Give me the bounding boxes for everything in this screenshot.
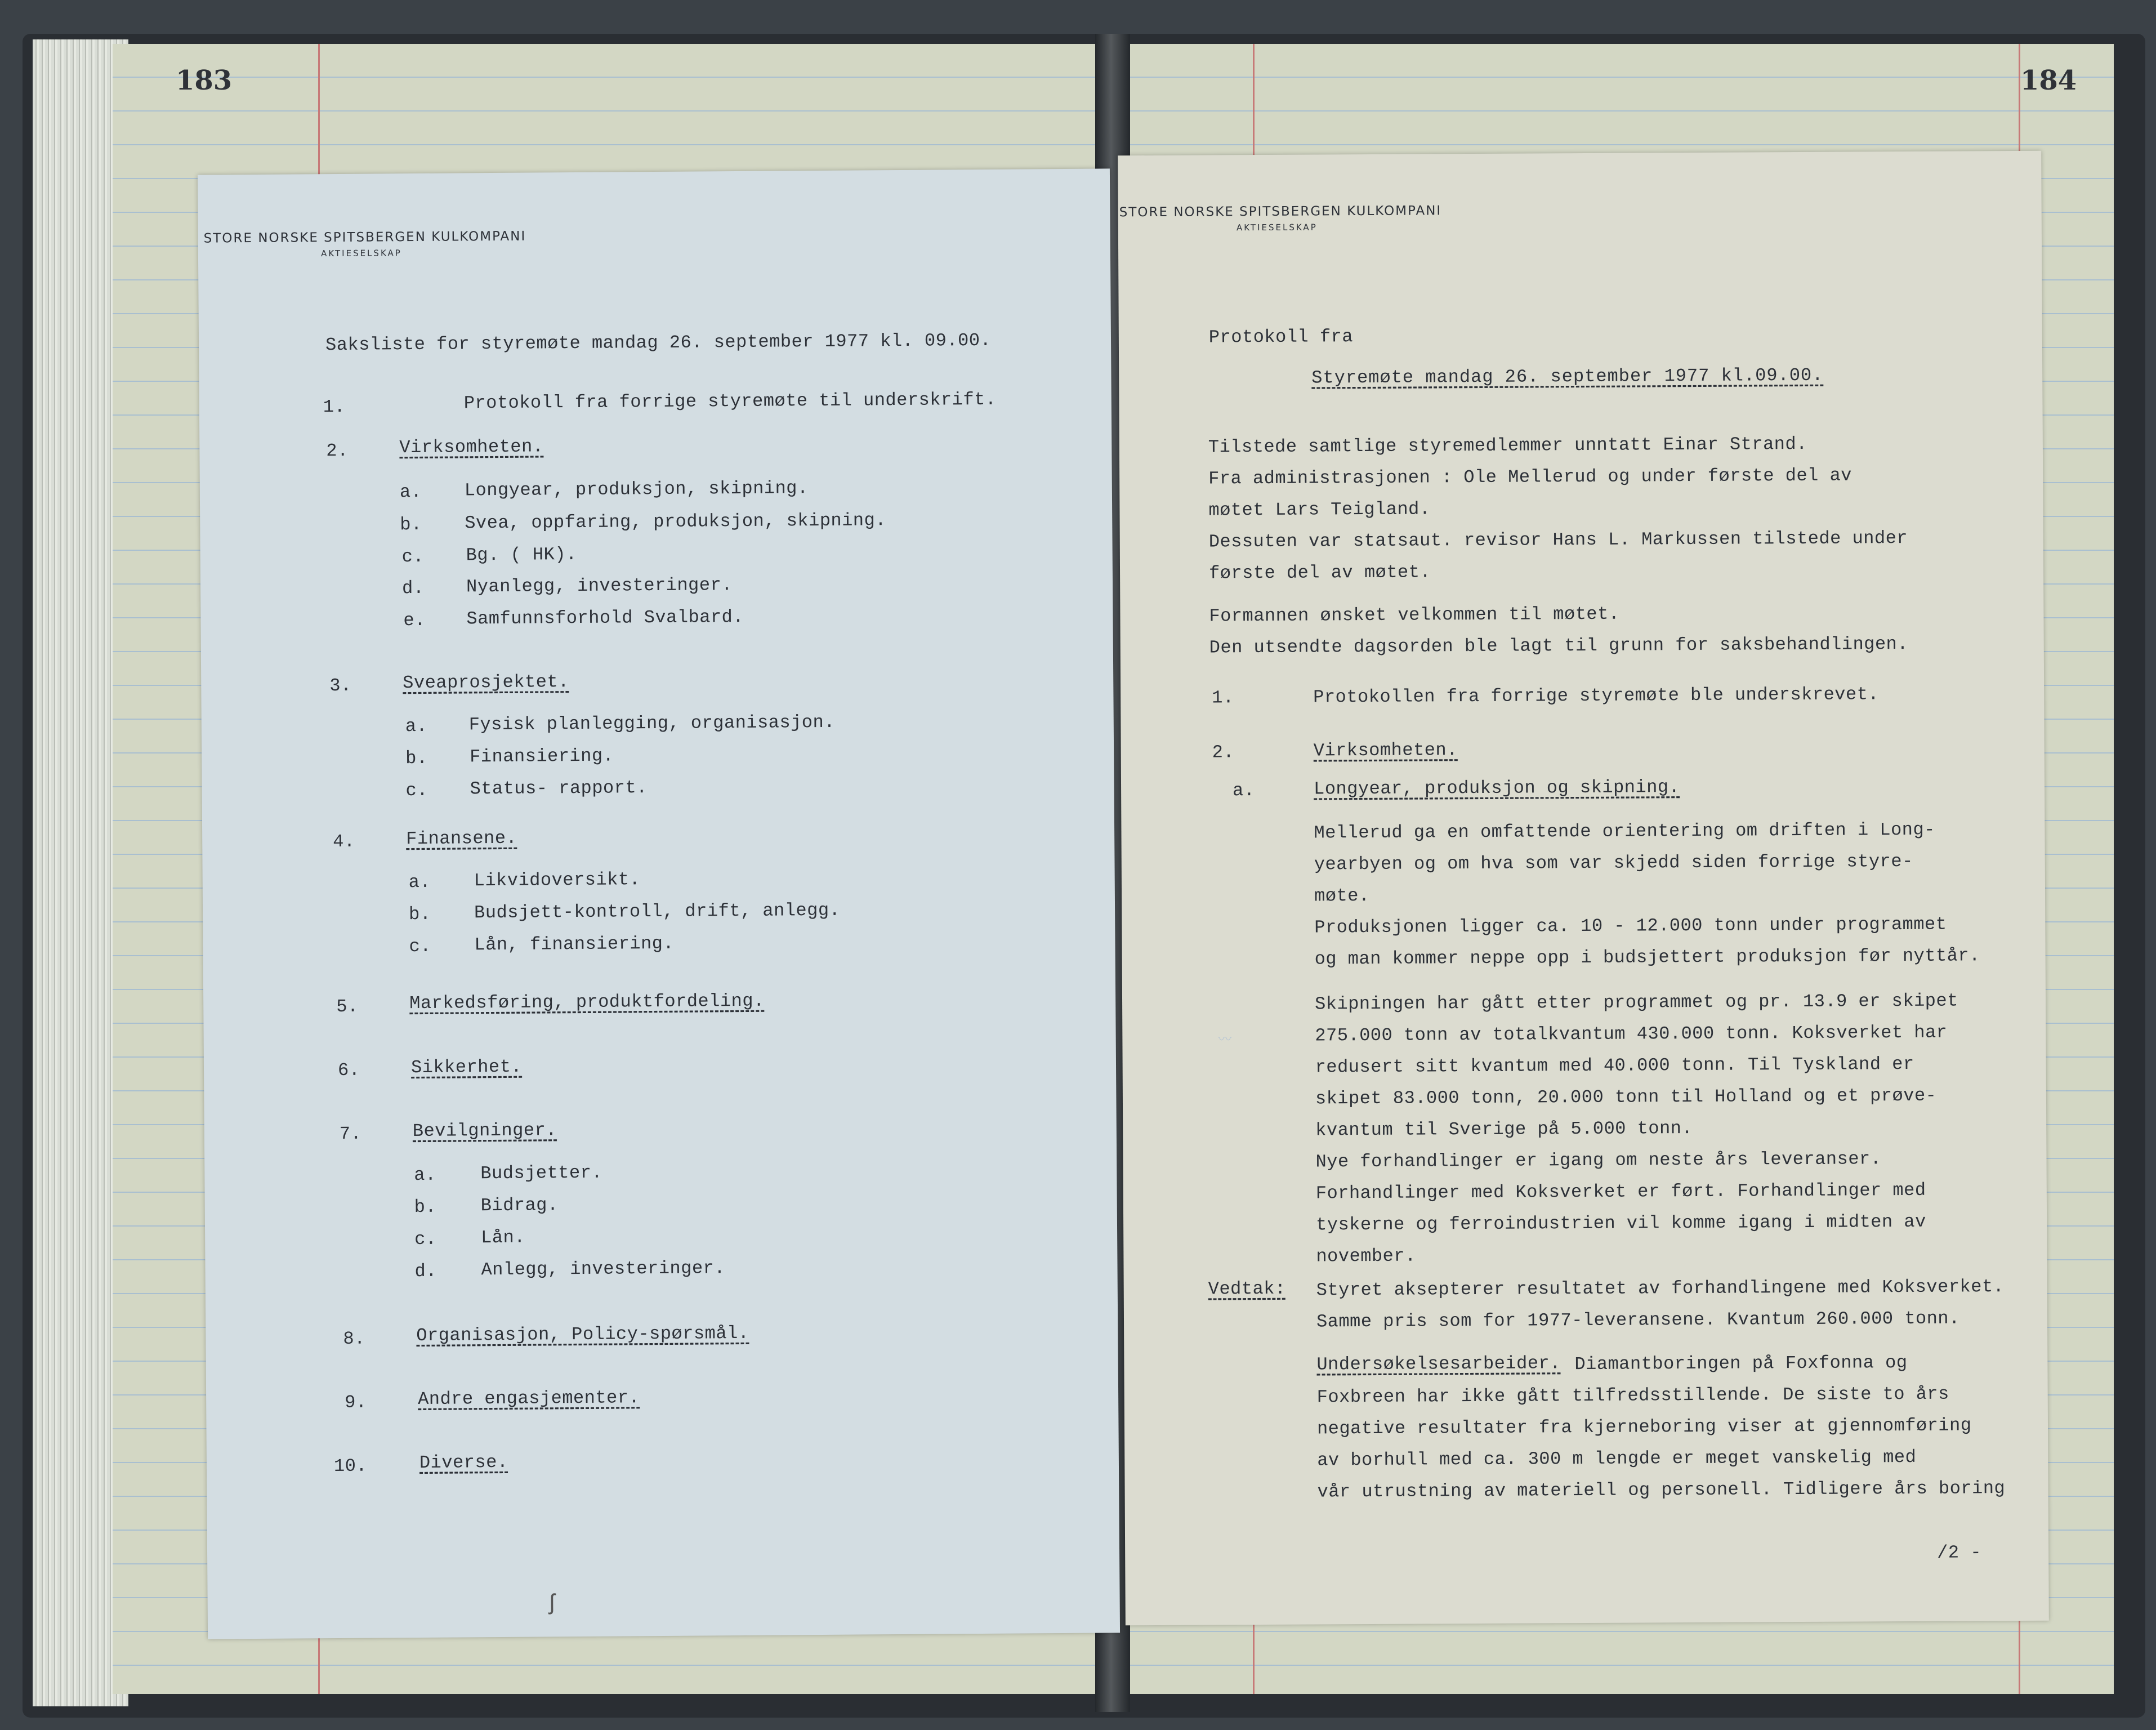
- minutes-item-title: Virksomheten.: [1313, 739, 1458, 761]
- agenda-sub-text: Nyanlegg, investeringer.: [466, 574, 733, 598]
- welcome-line: Den utsendte dagsorden ble lagt til grunn for saksbehandlingen.: [1209, 633, 1909, 658]
- body-line: skipet 83.000 tonn, 20.000 tonn til Holland og et prøve-: [1315, 1085, 1937, 1109]
- agenda-sub-text: Budsjett-kontroll, drift, anlegg.: [474, 899, 841, 924]
- continuation-mark: /2 -: [1937, 1542, 1982, 1563]
- undersok-line: Foxbreen har ikke gått tilfredsstillende. De siste to års: [1316, 1383, 1949, 1408]
- intro-line: Fra administrasjonen : Ole Mellerud og under første del av: [1208, 465, 1853, 489]
- intro-line: første del av møtet.: [1208, 561, 1431, 584]
- body-line: Produksjonen ligger ca. 10 - 12.000 tonn under programmet: [1314, 913, 1947, 938]
- agenda-item-number: 1.: [323, 396, 346, 418]
- agenda-item-number: 4.: [333, 831, 355, 853]
- agenda-item-title: Organisasjon, Policy-spørsmål.: [416, 1322, 749, 1346]
- agenda-item-number: 5.: [336, 996, 359, 1018]
- faint-margin-mark: 〰: [1218, 1033, 1232, 1049]
- intro-line: møtet Lars Teigland.: [1208, 498, 1431, 521]
- agenda-sub-letter: a.: [408, 871, 431, 893]
- agenda-sub-text: Anlegg, investeringer.: [481, 1258, 726, 1281]
- vedtak-label: Vedtak:: [1208, 1278, 1286, 1300]
- body-line: Skipningen har gått etter programmet og pr. 13.9 er skipet: [1314, 990, 1958, 1015]
- undersok-first: Diamantboringen på Foxfonna og: [1574, 1352, 1908, 1375]
- agenda-item-number: 7.: [339, 1123, 362, 1144]
- page-number-left: 183: [176, 65, 233, 96]
- vedtak-line: Samme pris som for 1977-leveransene. Kvantum 260.000 tonn.: [1316, 1308, 1960, 1332]
- body-line: 275.000 tonn av totalkvantum 430.000 tonn. Koksverket har: [1315, 1022, 1948, 1046]
- body-line: Mellerud ga en omfattende orientering om driften i Long-: [1314, 819, 1935, 844]
- agenda-sub-letter: b.: [408, 903, 431, 925]
- minutes-item-text: Protokollen fra forrige styremøte ble underskrevet.: [1313, 684, 1880, 708]
- undersok-label: Undersøkelsesarbeider.: [1316, 1353, 1561, 1375]
- vedtak-line: Styret aksepterer resultatet av forhandlingene med Koksverket.: [1316, 1276, 2005, 1301]
- agenda-sub-text: Status- rapport.: [470, 777, 648, 800]
- agenda-sub-text: Lån.: [481, 1227, 526, 1249]
- letterhead-company: STORE NORSKE SPITSBERGEN KULKOMPANI: [1119, 203, 1442, 220]
- agenda-sub-text: Finansiering.: [470, 745, 614, 768]
- agenda-sub-text: Bidrag.: [480, 1194, 559, 1216]
- intro-line: Dessuten var statsaut. revisor Hans L. Markussen tilstede under: [1208, 527, 1908, 552]
- letterhead-company: STORE NORSKE SPITSBERGEN KULKOMPANI: [203, 229, 526, 246]
- letterhead-subtitle: AKTIESELSKAP: [320, 248, 402, 259]
- agenda-sub-letter: b.: [400, 514, 422, 536]
- agenda-sub-text: Budsjetter.: [480, 1162, 603, 1184]
- body-line: redusert sitt kvantum med 40.000 tonn. Til Tyskland er: [1315, 1053, 1914, 1078]
- agenda-title: Saksliste for styremøte mandag 26. september 1977 kl. 09.00.: [325, 329, 992, 356]
- undersok-line: av borhull med ca. 300 m lengde er meget vanskelig med: [1317, 1446, 1917, 1471]
- agenda-item-number: 2.: [326, 440, 349, 462]
- agenda-item-title: Sveaprosjektet.: [403, 671, 569, 694]
- agenda-sub-letter: b.: [405, 747, 428, 769]
- minutes-sub-letter: a.: [1232, 780, 1255, 801]
- agenda-item-number: 8.: [343, 1328, 365, 1349]
- agenda-item-title: Andre engasjementer.: [418, 1387, 640, 1410]
- agenda-item-number: 9.: [345, 1392, 367, 1413]
- agenda-item-title: Markedsføring, produktfordeling.: [409, 990, 765, 1014]
- agenda-sub-letter: c.: [405, 779, 428, 801]
- agenda-sub-text: Longyear, produksjon, skipning.: [464, 478, 809, 501]
- body-line: november.: [1316, 1245, 1416, 1267]
- agenda-sub-text: Fysisk planlegging, organisasjon.: [468, 711, 836, 735]
- agenda-sub-text: Samfunnsforhold Svalbard.: [466, 606, 744, 630]
- agenda-sub-letter: d.: [414, 1260, 438, 1282]
- body-line: yearbyen og om hva som var skjedd siden forrige styre-: [1314, 850, 1913, 875]
- agenda-sub-letter: d.: [401, 577, 425, 599]
- agenda-sub-letter: e.: [403, 609, 426, 631]
- agenda-item-number: 3.: [329, 675, 352, 697]
- minutes-subheading: Styremøte mandag 26. september 1977 kl.09.00.: [1311, 364, 1824, 389]
- agenda-item-title: Finansene.: [406, 827, 517, 850]
- agenda-sub-text: Svea, oppfaring, produksjon, skipning.: [465, 510, 887, 534]
- minutes-sheet: [1118, 151, 2049, 1626]
- letterhead-subtitle: AKTIESELSKAP: [1236, 222, 1318, 233]
- agenda-sub-text: Bg. ( HK).: [466, 543, 577, 566]
- minutes-item-number: 1.: [1212, 687, 1234, 708]
- minutes-heading: Protokoll fra: [1208, 326, 1354, 348]
- intro-line: Tilstede samtlige styremedlemmer unntatt Einar Strand.: [1208, 433, 1807, 458]
- agenda-sub-letter: c.: [401, 546, 425, 568]
- body-line: Nye forhandlinger er igang om neste års leveranser.: [1315, 1148, 1882, 1172]
- agenda-item-title: Diverse.: [419, 1451, 508, 1473]
- page-number-right: 184: [2020, 65, 2077, 96]
- agenda-sub-letter: a.: [414, 1164, 436, 1186]
- body-line: møte.: [1314, 885, 1370, 907]
- agenda-item-title: Virksomheten.: [399, 436, 544, 458]
- agenda-sub-text: Lån, finansiering.: [474, 933, 675, 956]
- minutes-sub-title: Longyear, produksjon og skipning.: [1313, 777, 1680, 800]
- agenda-sub-letter: c.: [414, 1228, 437, 1250]
- body-line: Forhandlinger med Koksverket er ført. Forhandlinger med: [1315, 1179, 1926, 1204]
- agenda-sub-letter: a.: [399, 481, 422, 503]
- agenda-item-number: 10.: [333, 1455, 368, 1477]
- undersok-line: vår utrustning av materiell og personell. Tidligere års boring: [1317, 1478, 2006, 1502]
- agenda-sub-text: Likvidoversikt.: [474, 869, 641, 891]
- agenda-sheet: [198, 168, 1120, 1639]
- agenda-item-title: Sikkerhet.: [410, 1056, 523, 1078]
- agenda-sub-letter: b.: [414, 1196, 437, 1218]
- agenda-sub-letter: a.: [405, 715, 428, 737]
- agenda-item-title: Protokoll fra forrige styremøte til underskrift.: [463, 389, 997, 414]
- agenda-item-title: Bevilgninger.: [412, 1120, 557, 1142]
- minutes-item-number: 2.: [1212, 742, 1235, 763]
- welcome-line: Formannen ønsket velkommen til møtet.: [1209, 603, 1620, 627]
- letterhead-right: [1119, 203, 1442, 233]
- body-line: og man kommer neppe opp i budsjettert produksjon før nyttår.: [1314, 945, 1980, 970]
- body-line: tyskerne og ferroindustrien vil komme igang i midten av: [1316, 1211, 1926, 1236]
- body-line: kvantum til Sverige på 5.000 tonn.: [1315, 1117, 1693, 1141]
- agenda-sub-letter: c.: [409, 935, 432, 957]
- agenda-item-number: 6.: [337, 1059, 360, 1081]
- undersok-line: negative resultater fra kjerneboring viser at gjennomføring: [1316, 1415, 1972, 1439]
- letterhead-left: [204, 229, 526, 260]
- handwritten-mark: ʃ: [545, 1591, 560, 1617]
